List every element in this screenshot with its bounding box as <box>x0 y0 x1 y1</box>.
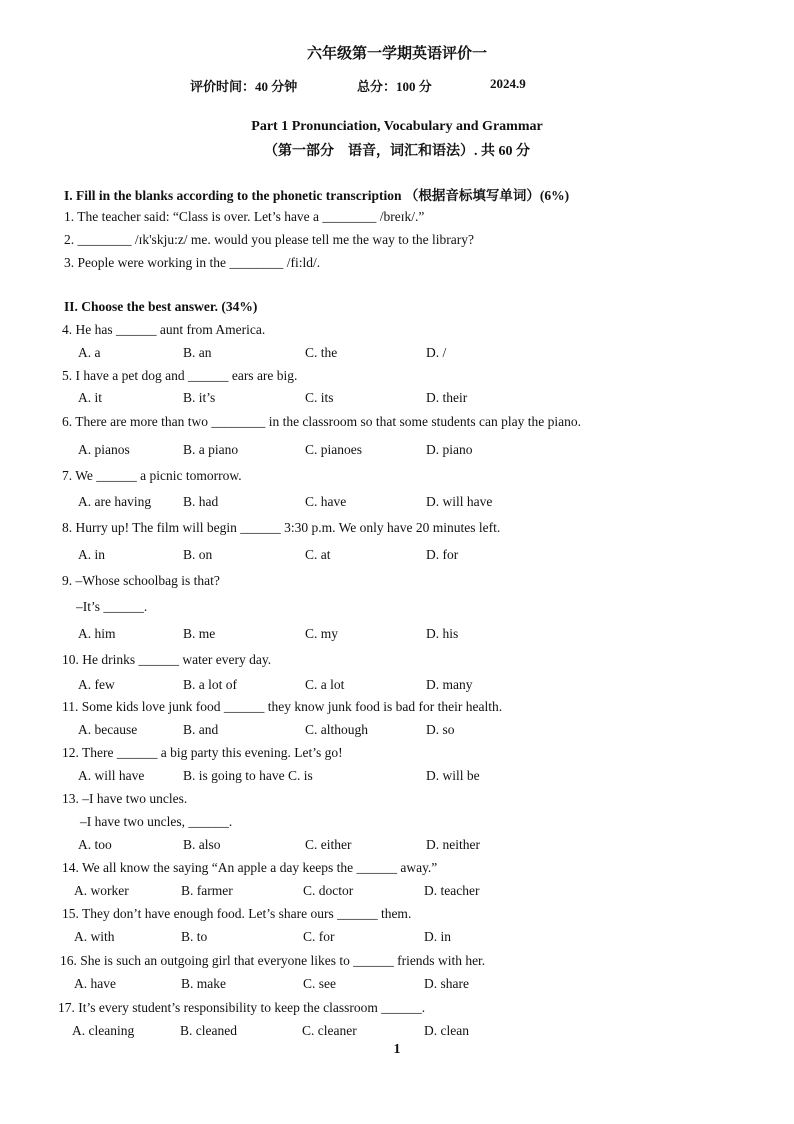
answer-option: C. doctor <box>303 883 354 898</box>
answer-option: D. clean <box>424 1023 469 1038</box>
answer-option: D. their <box>426 390 468 405</box>
question-text: 2. ________ /ɪk'skju:z/ me. would you please tell me the way to the library? <box>64 232 474 247</box>
answer-option: B. a lot of <box>183 677 237 692</box>
answer-option: A. have <box>74 976 116 991</box>
section-heading: II. Choose the best answer. (34%) <box>64 299 258 314</box>
question-text: 4. He has ______ aunt from America. <box>62 322 266 337</box>
answer-option: D. in <box>424 929 451 944</box>
exam-title: 六年级第一学期英语评价一 <box>306 46 487 62</box>
answer-option: B. had <box>183 494 219 509</box>
answer-option: C. a lot <box>305 677 345 692</box>
question-text: 9. –Whose schoolbag is that? <box>62 573 220 588</box>
question-text: 12. There ______ a big party this evening. Let’s go! <box>62 745 343 760</box>
exam-date: 2024.9 <box>490 76 526 91</box>
answer-option: B. and <box>183 722 219 737</box>
question-text: 11. Some kids love junk food ______ they know junk food is bad for their health. <box>62 699 503 714</box>
answer-option: D. will be <box>426 768 480 783</box>
part-subtitle: （第一部分 语音，词汇和语法）. 共 60 分 <box>264 144 530 159</box>
answer-option: D. so <box>426 722 455 737</box>
exam-total-score: 总分：100 分 <box>357 79 432 94</box>
answer-option: C. cleaner <box>302 1023 357 1038</box>
question-text: 3. People were working in the ________ /fi:ld/. <box>64 255 321 270</box>
answer-option: B. a piano <box>183 442 239 457</box>
question-text: 1. The teacher said: “Class is over. Let’s have a ________ /breɪk/.” <box>64 209 425 224</box>
answer-option: C. although <box>305 722 368 737</box>
answer-option: B. an <box>183 345 212 360</box>
answer-option: C. at <box>305 547 331 562</box>
answer-option: C. the <box>305 345 338 360</box>
answer-option: A. in <box>78 547 105 562</box>
question-text: 13. –I have two uncles. <box>62 791 188 806</box>
answer-option: B. cleaned <box>180 1023 237 1038</box>
answer-option: D. many <box>426 677 473 692</box>
answer-option: A. too <box>78 837 112 852</box>
answer-option: D. / <box>426 345 447 360</box>
exam-time: 评价时间：40 分钟 <box>190 79 298 94</box>
answer-option: A. with <box>74 929 115 944</box>
page-number: 1 <box>393 1042 401 1057</box>
answer-option: A. worker <box>74 883 129 898</box>
question-text: –I have two uncles, ______. <box>80 814 233 829</box>
answer-option: B. to <box>181 929 208 944</box>
answer-option: A. it <box>78 390 103 405</box>
answer-option: B. me <box>183 626 216 641</box>
answer-option: C. its <box>305 390 334 405</box>
question-text: –It’s ______. <box>76 599 148 614</box>
answer-option: C. pianoes <box>305 442 362 457</box>
answer-option: C. have <box>305 494 347 509</box>
answer-option: B. on <box>183 547 213 562</box>
answer-option: C. my <box>305 626 339 641</box>
answer-option: B. also <box>183 837 221 852</box>
question-text: 15. They don’t have enough food. Let’s share ours ______ them. <box>62 906 412 921</box>
question-text: 10. He drinks ______ water every day. <box>62 652 272 667</box>
answer-option: D. his <box>426 626 459 641</box>
question-text: 17. It’s every student’s responsibility to keep the classroom ______. <box>58 1000 426 1015</box>
answer-option: B. farmer <box>181 883 233 898</box>
answer-option: C. either <box>305 837 352 852</box>
question-text: 7. We ______ a picnic tomorrow. <box>62 468 242 483</box>
answer-option: A. pianos <box>78 442 130 457</box>
section-heading: I. Fill in the blanks according to the phonetic transcription （根据音标填写单词）(6%) <box>64 188 570 203</box>
answer-option: A. will have <box>78 768 145 783</box>
part-title: Part 1 Pronunciation, Vocabulary and Grammar <box>251 119 543 134</box>
answer-option: A. him <box>78 626 116 641</box>
question-text: 5. I have a pet dog and ______ ears are big. <box>62 368 298 383</box>
answer-option: B. it’s <box>183 390 216 405</box>
answer-option: A. a <box>78 345 101 360</box>
question-text: 6. There are more than two ________ in the classroom so that some students can play the piano. <box>62 414 582 429</box>
question-text: 16. She is such an outgoing girl that everyone likes to ______ friends with her. <box>60 953 486 968</box>
answer-option: A. cleaning <box>72 1023 135 1038</box>
question-text: 14. We all know the saying “An apple a day keeps the ______ away.” <box>62 860 438 875</box>
answer-option: C. see <box>303 976 336 991</box>
answer-option: A. are having <box>78 494 152 509</box>
answer-option: B. make <box>181 976 226 991</box>
answer-option: A. few <box>78 677 115 692</box>
answer-option: D. for <box>426 547 459 562</box>
answer-option: B. is going to have C. is <box>183 768 313 783</box>
answer-option: D. share <box>424 976 469 991</box>
answer-option: D. teacher <box>424 883 480 898</box>
answer-option: A. because <box>78 722 138 737</box>
answer-option: D. will have <box>426 494 493 509</box>
answer-option: D. piano <box>426 442 473 457</box>
answer-option: C. for <box>303 929 335 944</box>
answer-option: D. neither <box>426 837 480 852</box>
question-text: 8. Hurry up! The film will begin ______ 3:30 p.m. We only have 20 minutes left. <box>62 520 501 535</box>
